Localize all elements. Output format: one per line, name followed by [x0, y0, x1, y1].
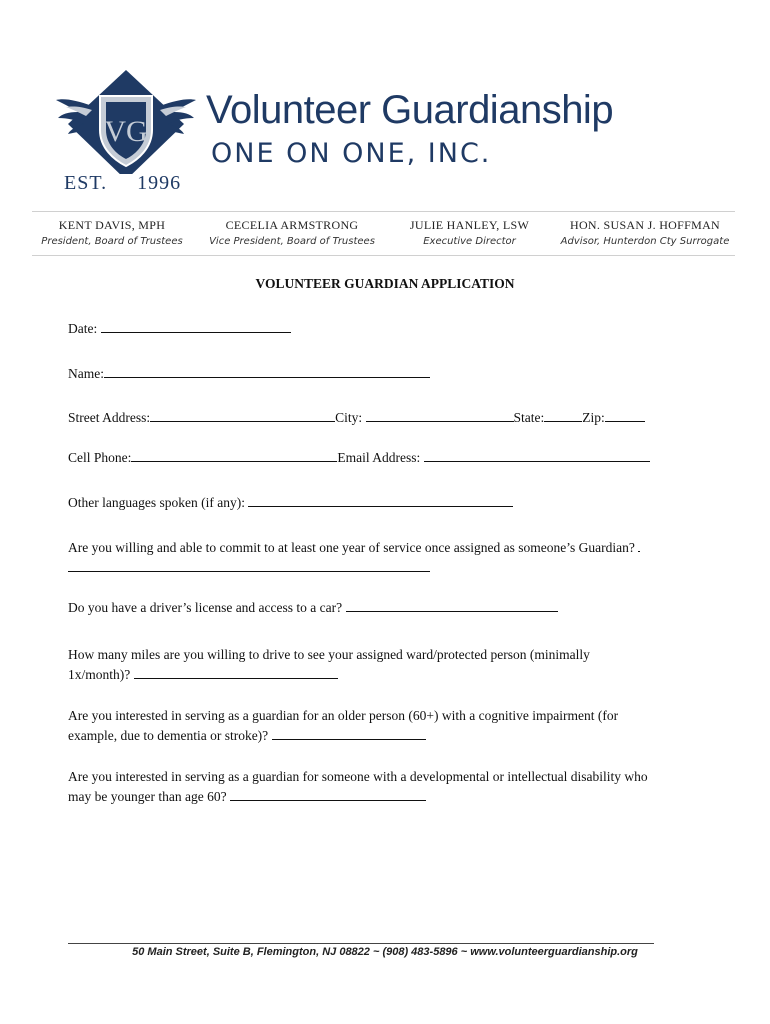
- developmental-question-text-2: may be younger than age 60?: [68, 789, 227, 804]
- email-field[interactable]: [424, 449, 650, 462]
- miles-question-text: How many miles are you willing to drive to see your assigned ward/protected person (minimally: [68, 647, 590, 662]
- address-row: [68, 408, 645, 428]
- trustee-name: KENT DAVIS, MPH: [58, 218, 166, 232]
- trustee-cecelia-armstrong: [202, 218, 382, 247]
- footer-contact: 50 Main Street, Suite B, Flemington, NJ 08822 ~ (908) 483-5896 ~ www.volunteerguardianship.org: [132, 946, 638, 958]
- organization-name: Volunteer Guardianship: [206, 88, 614, 132]
- organization-logo: [56, 64, 726, 199]
- city-label: City:: [335, 410, 363, 425]
- older-answer-field[interactable]: [272, 727, 426, 740]
- older-question-text: Are you interested in serving as a guardian for an older person (60+) with a cognitive impairment (for: [68, 708, 619, 723]
- state-label: State:: [513, 410, 545, 425]
- name-field[interactable]: [104, 365, 430, 378]
- street-field[interactable]: [150, 409, 335, 422]
- license-question: [68, 598, 558, 618]
- name-label: Name:: [68, 366, 104, 381]
- shield-wings-emblem-icon: [56, 64, 206, 174]
- miles-answer-field[interactable]: [134, 666, 338, 679]
- commit-question: [68, 538, 640, 578]
- trustee-title: Advisor, Hunterdon Cty Surrogate: [560, 236, 730, 247]
- license-answer-field[interactable]: [346, 599, 558, 612]
- languages-row: [68, 493, 513, 513]
- developmental-answer-field[interactable]: [230, 788, 426, 801]
- date-field[interactable]: [101, 320, 291, 333]
- trustee-kent-davis: [32, 218, 192, 247]
- trustee-title: Executive Director: [423, 236, 516, 247]
- footer-divider: [68, 943, 654, 944]
- trustee-title: Vice President, Board of Trustees: [209, 236, 375, 247]
- miles-question: [68, 645, 590, 685]
- name-row: [68, 364, 430, 384]
- state-field[interactable]: [544, 409, 582, 422]
- license-question-text: Do you have a driver’s license and access to a car?: [68, 600, 343, 615]
- trustee-susan-hoffman: [555, 218, 735, 247]
- cell-phone-label: Cell Phone:: [68, 450, 132, 465]
- commit-answer-field[interactable]: [68, 559, 430, 572]
- languages-label: Other languages spoken (if any):: [68, 495, 245, 510]
- older-question-text-2: example, due to dementia or stroke)?: [68, 728, 269, 743]
- date-label: Date:: [68, 321, 98, 336]
- trustee-title: President, Board of Trustees: [41, 236, 183, 247]
- logo-initials: VG: [104, 115, 148, 148]
- languages-field[interactable]: [248, 494, 513, 507]
- trustee-name: CECELIA ARMSTRONG: [225, 218, 359, 232]
- email-label: Email Address:: [337, 450, 421, 465]
- trustee-name: JULIE HANLEY, LSW: [409, 218, 530, 232]
- cell-phone-field[interactable]: [131, 449, 337, 462]
- miles-question-text-2: 1x/month)?: [68, 667, 131, 682]
- developmental-question-text: Are you interested in serving as a guardian for someone with a developmental or intellectual disability who: [68, 769, 648, 784]
- street-label: Street Address:: [68, 410, 151, 425]
- commit-question-text: Are you willing and able to commit to at least one year of service once assigned as someone’s Guardian?: [68, 540, 635, 555]
- organization-subtitle: ONE ON ONE, INC.: [211, 138, 492, 169]
- form-title: VOLUNTEER GUARDIAN APPLICATION: [255, 276, 515, 291]
- established-year: EST. 1996: [64, 172, 182, 194]
- trustee-julie-hanley: [402, 218, 537, 247]
- contact-row: [68, 448, 650, 468]
- zip-field[interactable]: [605, 409, 645, 422]
- older-person-question: [68, 706, 618, 746]
- city-field[interactable]: [366, 409, 514, 422]
- trustees-bar: [32, 211, 735, 256]
- trustee-name: HON. SUSAN J. HOFFMAN: [570, 218, 720, 232]
- date-row: [68, 319, 291, 339]
- zip-label: Zip:: [582, 410, 605, 425]
- developmental-question: [68, 767, 648, 807]
